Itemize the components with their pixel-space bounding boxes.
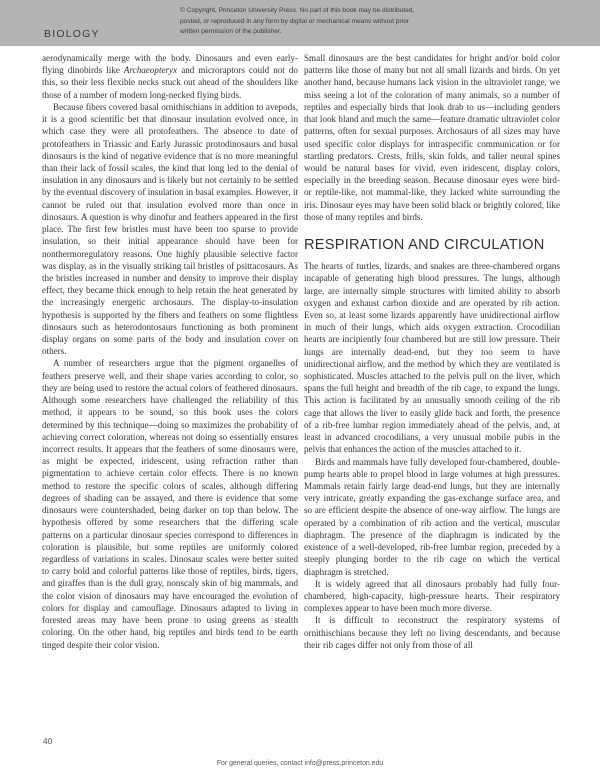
paragraph: aerodynamically merge with the body. Dinosaurs and even early-flying dinobirds like Archaeopteryx and microraptors could not do this, so their less flexible necks stuck out ahead of the shoulders like those of a number of modern long-necked flying birds.	[42, 53, 298, 100]
page-number: 40	[43, 736, 53, 746]
paragraph: Birds and mammals have fully developed four-chambered, double-pump hearts able to propel blood in large volumes at high pressures. Mammals retain fairly large dead-end lungs, but they are internally very intricate, greatly expanding the gas-exchange surface area, and so are efficient despite the absence of one-way airflow. The lungs are operated by a combination of rib action and the vertical, muscular diaphragm. The presence of the diaphragm is indicated by the existence of a well-developed, rib-free lumbar region, preceded by a steeply plunging border to the rib cage on which the vertical diaphragm is stretched.	[304, 456, 560, 577]
page-body	[0, 46, 600, 730]
paragraph: Because fibers covered basal ornithischians in addition to avepods, it is a good scientific bet that dinosaur insulation evolved once, in which case they were all protofeathers. The absence to date of protofeathers in Triassic and Early Jurassic protodinosaurs and basal dinosaurs is the kind of negative evidence that is no more meaningful than their lack of fossil scales, the kind that long led to the denial of insulation in any dinosaurs and is likely but not certainly to be settled by the eventual discovery of insulation in basal examples. However, it cannot be ruled out that insulation evolved more than once in dinosaurs. A question is why dinofur and feathers appeared in the first place. The first few bristles must have been too sparse to provide insulation, so their initial appearance should have been for nonthermoregulatory reasons. One highly plausible selective factor was display, as in the visually striking tail bristles of psittacosaurs. As the bristles increased in number and density to improve their display effect, they became thick enough to help retain the heat generated by the increasingly energetic archosaurs. The display-to-insulation hypothesis is supported by the fibers and feathers on some flightless dinosaurs such as heterodontosaurs functioning as both prominent display organs on some parts of the body and insulation cover on others.	[42, 101, 298, 357]
paragraph: It is difficult to reconstruct the respiratory systems of ornithischians because they left no living descendants, and because their rib cages differ not only from those of all	[304, 615, 560, 650]
general-queries-note: For general queries, contact info@press.princeton.edu	[216, 760, 384, 767]
paragraph: Small dinosaurs are the best candidates for bright and/or bold color patterns like those of many but not all small lizards and birds. On yet another hand, because humans lack vision in the ultraviolet range, we miss seeing a lot of the coloration of many animals, so a number of reptiles and especially birds that look drab to us—including genders that look bland and much the same—feature dramatic ultraviolet color patterns, often for sexual purposes. Archosaurs of all sizes may have used specific color displays for intraspecific communication or for startling predators. Crests, frills, skin folds, and taller neural spines would be natural bases for vivid, even iridescent, display colors, especially in the breeding season. Because dinosaur eyes were bird- or reptile-like, not mammal-like, they lacked white surrounding the iris. Dinosaur eyes may have been solid black or brightly colored, like those of many reptiles and birds.	[304, 53, 560, 222]
paragraph: A number of researchers argue that the pigment organelles of feathers preserve well, and their shape varies according to color, so they are being used to restore the actual colors of feathered dinosaurs. Although some researchers have challenged the reliability of this method, it appears to be sound, so this book uses the colors determined by this technique—doing so maximizes the probability of achieving correct coloration, whereas not doing so essentially ensures incorrect results. It appears that the feathers of some dinosaurs were, as might be expected, iridescent, using refraction rather than pigmentation to achieve certain color effects. There is no known method to restore the specific colors of scales, although differing degrees of shading can be assayed, and there is evidence that some dinosaurs were countershaded, being darker on top than below. The hypothesis offered by some researchers that the differing scale patterns on a particular dinosaur species correspond to differences in coloration is plausible, but some reptiles are uniformly colored regardless of variations in scales. Dinosaur scales were better suited to carry bold and colorful patterns like those of reptiles, birds, tigers, and giraffes than is the dull gray, nonscaly skin of big mammals, and the color vision of dinosaurs may have encouraged the evolution of colors for display and camouflage. Dinosaurs adapted to living in forested areas may have been prone to using greens as stealth coloring. On the other hand, big reptiles and birds tend to be earth tinged despite their color vision.	[42, 358, 298, 650]
text-column-right	[304, 52, 560, 651]
paragraph: It is widely agreed that all dinosaurs probably had fully four-chambered, high-capacity, high-pressure hearts. Their respiratory complexes appear to have been much more diverse.	[304, 578, 560, 614]
paragraph: The hearts of turtles, lizards, and snakes are three-chambered organs incapable of generating high blood pressures. The lungs, although large, are internally simple structures with limited ability to absorb oxygen and exhaust carbon dioxide and are operated by rib action. Even so, at least some lizards apparently have unidirectional airflow in much of their lungs, which aids oxygen extraction. Crocodilian hearts are incipiently four chambered but are still low pressure. Their lungs are internally dead-end, but they too seem to have unidirectional airflow, and the method by which they are ventilated is sophisticated. Muscles attached to the pelvis pull on the liver, which spans the full height and breadth of the rib cage, to expand the lungs. This action is facilitated by an unusually smooth ceiling of the rib cage that allows the liver to easily glide back and forth, the presence of a rib-free lumbar region immediately ahead of the pelvis, and, at least in advanced crocodilians, a very unusual mobile pubis in the pelvis that enhances the action of the muscles attached to it.	[304, 261, 560, 455]
running-head: BIOLOGY	[44, 28, 100, 40]
section-heading: RESPIRATION AND CIRCULATION	[304, 237, 545, 254]
text-column-left	[42, 52, 298, 651]
copyright-notice: © Copyright, Princeton University Press. No part of this book may be distributed, posted, or reproduced in any form by digital or mechanical means without prior written permission of the publisher.	[180, 7, 415, 36]
